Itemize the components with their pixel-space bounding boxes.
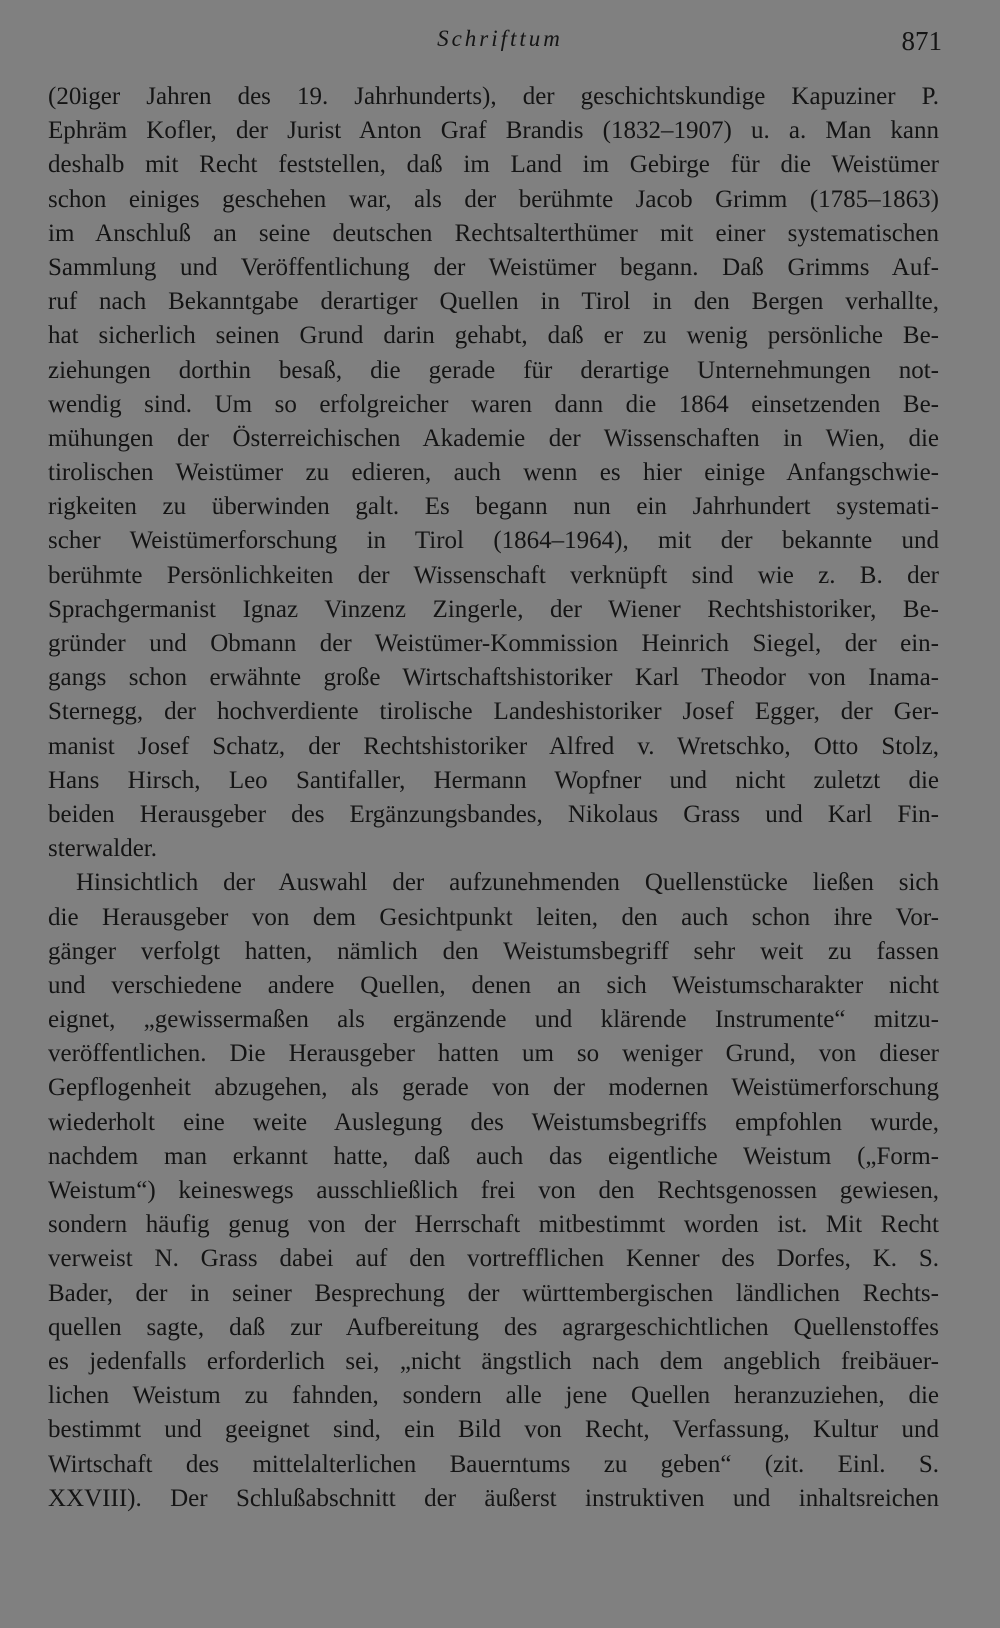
text-line: rigkeiten zu überwinden galt. Es begann nun ein Jahrhundert systemati- — [48, 493, 939, 521]
text-line: lichen Weistum zu fahnden, sondern alle jene Quellen heranzuziehen, die — [48, 1382, 939, 1410]
text-line: veröffentlichen. Die Herausgeber hatten um so weniger Grund, von dieser — [48, 1040, 939, 1068]
text-line: verweist N. Grass dabei auf den vortrefflichen Kenner des Dorfes, K. S. — [48, 1245, 939, 1273]
text-line: Ephräm Kofler, der Jurist Anton Graf Brandis (1832–1907) u. a. Man kann — [48, 117, 939, 145]
text-line: deshalb mit Recht feststellen, daß im Land im Gebirge für die Weistümer — [48, 151, 939, 179]
text-line: berühmte Persönlichkeiten der Wissenschaft verknüpft sind wie z. B. der — [48, 561, 939, 589]
text-line: sondern häufig genug von der Herrschaft mitbestimmt worden ist. Mit Recht — [48, 1211, 939, 1239]
text-line: ruf nach Bekanntgabe derartiger Quellen in Tirol in den Bergen verhallte, — [48, 288, 939, 316]
text-line: Gepflogenheit abzugehen, als gerade von der modernen Weistümerforschung — [48, 1074, 939, 1102]
text-line: schon einiges geschehen war, als der berühmte Jacob Grimm (1785–1863) — [48, 185, 939, 213]
text-line: wendig sind. Um so erfolgreicher waren dann die 1864 einsetzenden Be- — [48, 390, 939, 418]
text-line: gangs schon erwähnte große Wirtschaftshistoriker Karl Theodor von Inama- — [48, 664, 939, 692]
text-line: gänger verfolgt hatten, nämlich den Weistumsbegriff sehr weit zu fassen — [48, 937, 939, 965]
text-line: beiden Herausgeber des Ergänzungsbandes, Nikolaus Grass und Karl Fin- — [48, 800, 939, 828]
text-line: tirolischen Weistümer zu edieren, auch wenn es hier einige Anfangschwie- — [48, 459, 939, 487]
text-line: es jedenfalls erforderlich sei, „nicht ängstlich nach dem angeblich freibäuer- — [48, 1347, 939, 1375]
text-line: quellen sagte, daß zur Aufbereitung des agrargeschichtlichen Quellenstoffes — [48, 1313, 939, 1341]
text-line: die Herausgeber von dem Gesichtpunkt leiten, den auch schon ihre Vor- — [48, 903, 939, 931]
text-line: ziehungen dorthin besaß, die gerade für derartige Unternehmungen not- — [48, 356, 939, 384]
text-line: (20iger Jahren des 19. Jahrhunderts), der geschichtskundige Kapuziner P. — [48, 83, 939, 110]
text-line: Hans Hirsch, Leo Santifaller, Hermann Wopfner und nicht zuletzt die — [48, 766, 939, 794]
text-line: hat sicherlich seinen Grund darin gehabt, daß er zu wenig persönliche Be- — [48, 322, 939, 350]
text-line: XXVIII). Der Schlußabschnitt der äußerst instruktiven und inhaltsreichen — [48, 1484, 939, 1512]
paragraph-end-line: sterwalder. — [48, 835, 157, 863]
text-line: nachdem man erkannt hatte, daß auch das eigentliche Weistum („Form- — [48, 1142, 939, 1170]
text-line: mühungen der Österreichischen Akademie der Wissenschaften in Wien, die — [48, 424, 939, 452]
text-line: wiederholt eine weite Auslegung des Weistumsbegriffs empfohlen wurde, — [48, 1108, 939, 1136]
text-line: und verschiedene andere Quellen, denen an sich Weistumscharakter nicht — [48, 971, 939, 999]
section-title: Schrifttum — [437, 26, 563, 51]
text-line: Wirtschaft des mittelalterlichen Bauerntums zu geben“ (zit. Einl. S. — [48, 1450, 939, 1478]
text-line: im Anschluß an seine deutschen Rechtsalterthümer mit einer systematischen — [48, 219, 939, 247]
running-head — [0, 20, 1000, 60]
text-line: Weistum“) keineswegs ausschließlich frei von den Rechtsgenossen gewiesen, — [48, 1177, 939, 1204]
text-line: bestimmt und geeignet sind, ein Bild von Recht, Verfassung, Kultur und — [48, 1416, 939, 1444]
text-line: manist Josef Schatz, der Rechtshistoriker Alfred v. Wretschko, Otto Stolz, — [48, 732, 939, 760]
text-line: Sprachgermanist Ignaz Vinzenz Zingerle, der Wiener Rechtshistoriker, Be- — [48, 595, 939, 623]
text-line: Sternegg, der hochverdiente tirolische Landeshistoriker Josef Egger, der Ger- — [48, 698, 939, 726]
text-line: Sammlung und Veröffentlichung der Weistümer begann. Daß Grimms Auf- — [48, 253, 939, 281]
page-number: 871 — [901, 26, 942, 56]
text-line: scher Weistümerforschung in Tirol (1864–1964), mit der bekannte und — [48, 527, 939, 555]
text-line: Bader, der in seiner Besprechung der württembergischen ländlichen Rechts- — [48, 1279, 939, 1307]
body-text — [48, 80, 939, 1516]
text-line: eignet, „gewissermaßen als ergänzende und klärende Instrumente“ mitzu- — [48, 1006, 939, 1034]
paragraph-start-line: Hinsichtlich der Auswahl der aufzunehmenden Quellenstücke ließen sich — [76, 869, 939, 897]
text-line: gründer und Obmann der Weistümer-Kommission Heinrich Siegel, der ein- — [48, 630, 939, 657]
